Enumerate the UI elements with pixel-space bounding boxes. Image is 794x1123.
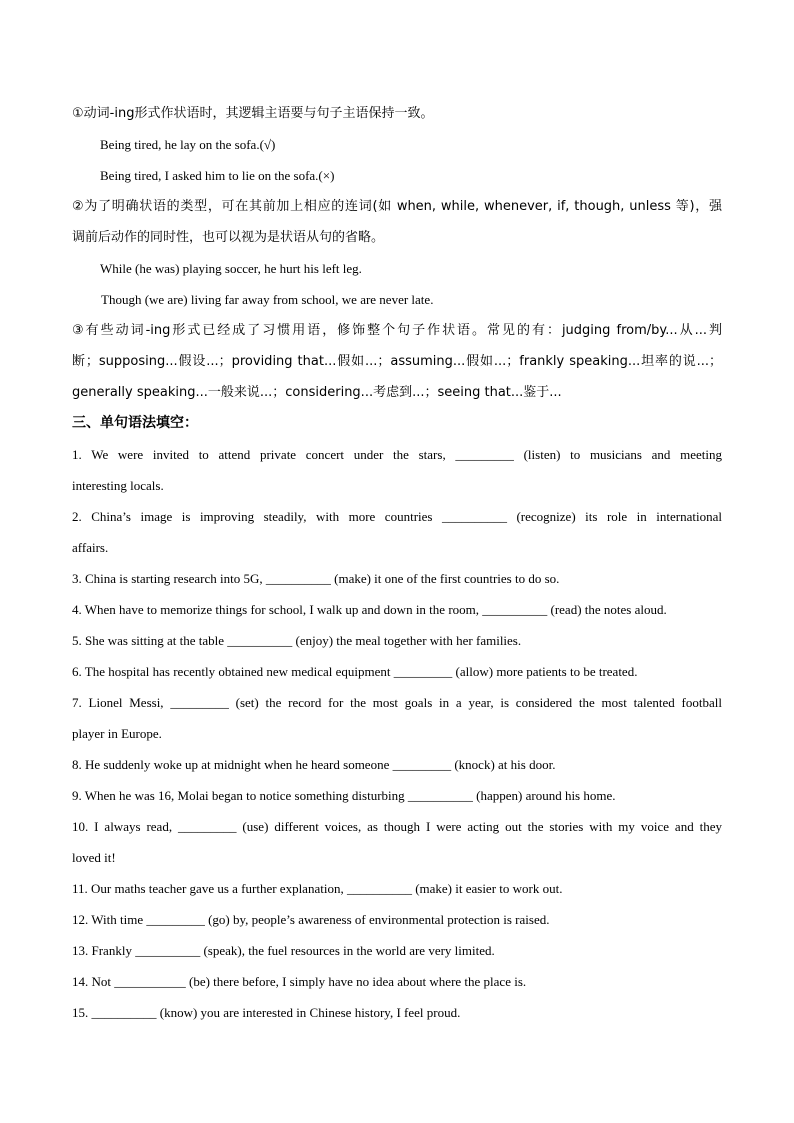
- question-10-line-1: 10. I always read, _________ (use) different voices, as though I were acting out the stories with my voice and they: [72, 819, 722, 834]
- question-1-line-2: interesting locals.: [72, 478, 164, 493]
- note-3-line-2: 断；supposing...假设...；providing that...假如...；assuming...假如...；frankly speaking...坦率的说...；: [72, 354, 722, 369]
- note-1-example-wrong: Being tired, I asked him to lie on the sofa.(×): [100, 168, 335, 183]
- section-title: 三、单句语法填空：: [72, 415, 198, 431]
- question-10-line-2: loved it!: [72, 850, 116, 865]
- question-14: 14. Not ___________ (be) there before, I simply have no idea about where the place is.: [72, 974, 527, 989]
- question-12: 12. With time _________ (go) by, people’s awareness of environmental protection is raised.: [72, 912, 550, 927]
- question-5: 5. She was sitting at the table __________ (enjoy) the meal together with her families.: [72, 633, 522, 648]
- note-3-line-3: generally speaking...一般来说...；considering...考虑到...；seeing that...鉴于...: [72, 385, 562, 400]
- note-3-line-1: ③有些动词-ing形式已经成了习惯用语，修饰整个句子作状语。常见的有：judging from/by...从...判: [72, 323, 722, 338]
- question-7-line-2: player in Europe.: [72, 726, 162, 741]
- note-2-example-1: While (he was) playing soccer, he hurt his left leg.: [100, 261, 362, 276]
- document-page: [72, 98, 722, 1028]
- question-1-line-1: 1. We were invited to attend private concert under the stars, _________ (listen) to musicians and meeting: [72, 447, 722, 462]
- question-2-line-1: 2. China’s image is improving steadily, with more countries __________ (recognize) its role in international: [72, 509, 722, 524]
- question-9: 9. When he was 16, Molai began to notice something disturbing __________ (happen) around his home.: [72, 788, 616, 803]
- question-15: 15. __________ (know) you are interested in Chinese history, I feel proud.: [72, 1005, 461, 1020]
- question-2-line-2: affairs.: [72, 540, 109, 555]
- note-2-line-1: ②为了明确状语的类型，可在其前加上相应的连词(如 when, while, whenever, if, though, unless 等)，强: [72, 199, 722, 214]
- question-6: 6. The hospital has recently obtained new medical equipment _________ (allow) more patients to be treated.: [72, 664, 638, 679]
- note-1-example-correct: Being tired, he lay on the sofa.(√): [100, 137, 276, 152]
- question-11: 11. Our maths teacher gave us a further explanation, __________ (make) it easier to work out.: [72, 881, 563, 896]
- note-2-line-2: 调前后动作的同时性，也可以视为是状语从句的省略。: [72, 230, 385, 245]
- question-8: 8. He suddenly woke up at midnight when he heard someone _________ (knock) at his door.: [72, 757, 556, 772]
- question-13: 13. Frankly __________ (speak), the fuel resources in the world are very limited.: [72, 943, 495, 958]
- note-1: ①动词-ing形式作状语时，其逻辑主语要与句子主语保持一致。: [72, 106, 434, 121]
- question-3: 3. China is starting research into 5G, __________ (make) it one of the first countries to do so.: [72, 571, 560, 586]
- note-2-example-2: Though (we are) living far away from school, we are never late.: [101, 292, 434, 307]
- question-4: 4. When have to memorize things for school, I walk up and down in the room, __________ (read) the notes aloud.: [72, 602, 667, 617]
- question-7-line-1: 7. Lionel Messi, _________ (set) the record for the most goals in a year, is considered the most talented football: [72, 695, 722, 710]
